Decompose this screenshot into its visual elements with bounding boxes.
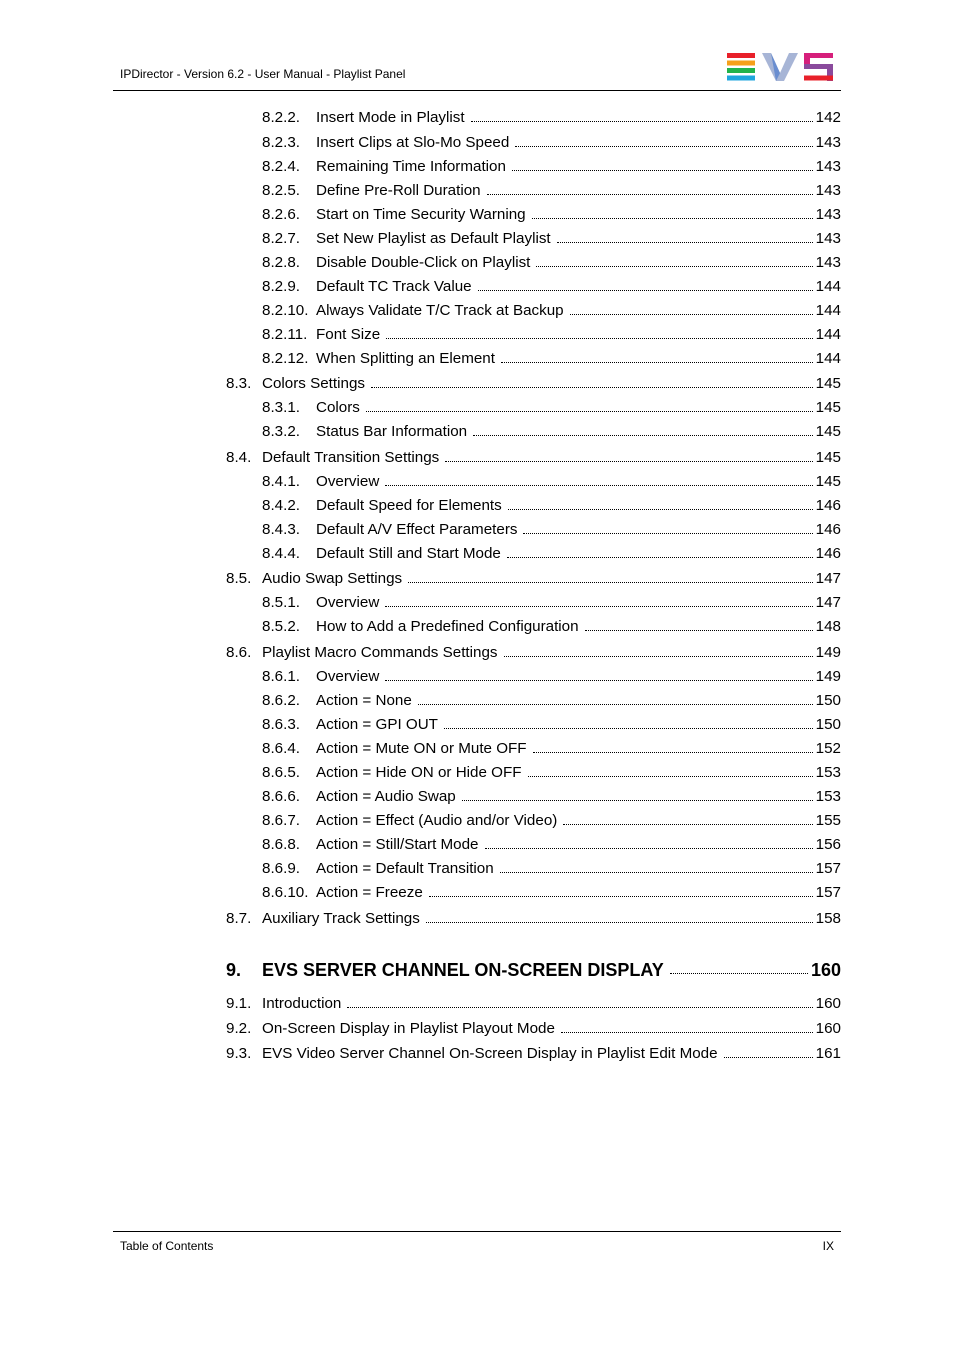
footer-section-label: Table of Contents (120, 1239, 214, 1253)
toc-entry-number: 8.4. (226, 449, 252, 466)
toc-entry-number: 8.5. (226, 570, 252, 587)
toc-entry-number: 8.5.1. (262, 594, 300, 611)
toc-entry[interactable] (262, 398, 841, 418)
toc-entry-title: Start on Time Security Warning (316, 206, 526, 223)
toc-entry-number: 8.2.8. (262, 254, 300, 271)
toc-entry-number: 8.4.4. (262, 545, 300, 562)
toc-entry-title: Overview (316, 668, 380, 685)
toc-entry-page: 155 (815, 812, 841, 829)
toc-entry[interactable] (262, 763, 841, 783)
toc-entry-title: Audio Swap Settings (262, 570, 403, 587)
toc-dot-leader (557, 229, 813, 243)
toc-dot-leader (385, 472, 812, 486)
toc-dot-leader (462, 787, 813, 801)
toc-dot-leader (385, 667, 812, 681)
toc-entry-number: 8.2.4. (262, 158, 300, 175)
toc-entry[interactable] (262, 181, 841, 201)
toc-entry-number: 8.6.8. (262, 836, 300, 853)
toc-entry[interactable] (226, 643, 841, 663)
toc-entry-title: Action = Default Transition (316, 860, 494, 877)
toc-entry-page: 157 (815, 884, 841, 901)
toc-entry-number: 8.6.10. (262, 884, 309, 901)
toc-entry-page: 143 (815, 230, 841, 247)
toc-dot-leader (561, 1019, 813, 1033)
toc-entry-number: 9.2. (226, 1020, 252, 1037)
toc-entry-number: 8.6.9. (262, 860, 300, 877)
toc-dot-leader (485, 835, 813, 849)
toc-dot-leader (429, 883, 813, 897)
toc-entry-title: Overview (316, 594, 380, 611)
toc-dot-leader (366, 398, 813, 412)
toc-dot-leader (478, 277, 813, 291)
toc-entry-title: Action = Effect (Audio and/or Video) (316, 812, 558, 829)
toc-entry[interactable] (262, 349, 841, 369)
toc-entry-title: Default Still and Start Mode (316, 545, 501, 562)
toc-dot-leader (445, 448, 812, 462)
toc-entry-number: 8.2.6. (262, 206, 300, 223)
toc-entry-page: 143 (815, 182, 841, 199)
toc-entry-page: 143 (815, 206, 841, 223)
toc-entry[interactable] (262, 253, 841, 273)
toc-entry[interactable] (262, 108, 841, 128)
toc-entry-page: 149 (815, 668, 841, 685)
toc-entry-page: 146 (815, 497, 841, 514)
toc-entry-page: 161 (815, 1045, 841, 1062)
toc-entry[interactable] (262, 667, 841, 687)
toc-entry-page: 147 (815, 594, 841, 611)
toc-dot-leader (507, 544, 813, 558)
toc-entry-page: 142 (815, 109, 841, 126)
toc-entry-number: 8.2.10. (262, 302, 309, 319)
toc-dot-leader (386, 325, 813, 339)
toc-entry-page: 144 (815, 278, 841, 295)
toc-entry-number: 8.6.7. (262, 812, 300, 829)
toc-entry-number: 8.2.7. (262, 230, 300, 247)
toc-entry[interactable] (262, 715, 841, 735)
toc-dot-leader (487, 181, 813, 195)
toc-entry-title: Set New Playlist as Default Playlist (316, 230, 551, 247)
toc-entry-title: Action = Hide ON or Hide OFF (316, 764, 522, 781)
toc-entry-title: Auxiliary Track Settings (262, 910, 420, 927)
toc-entry[interactable] (226, 1044, 841, 1064)
toc-entry-number: 8.2.9. (262, 278, 300, 295)
toc-entry[interactable] (262, 691, 841, 711)
toc-entry-title: Insert Mode in Playlist (316, 109, 465, 126)
toc-dot-leader (371, 374, 813, 388)
toc-dot-leader (724, 1044, 813, 1058)
toc-dot-leader (508, 496, 813, 510)
toc-entry-page: 150 (815, 716, 841, 733)
toc-entry[interactable] (262, 472, 841, 492)
toc-entry-page: 144 (815, 302, 841, 319)
toc-dot-leader (408, 569, 813, 583)
toc-entry-page: 143 (815, 158, 841, 175)
toc-entry-number: 8.6.4. (262, 740, 300, 757)
toc-entry[interactable] (262, 617, 841, 637)
toc-entry-page: 160 (815, 1020, 841, 1037)
toc-entry-title: Remaining Time Information (316, 158, 506, 175)
toc-entry-number: 8.7. (226, 910, 252, 927)
toc-entry-title: Action = Still/Start Mode (316, 836, 479, 853)
toc-entry[interactable] (262, 229, 841, 249)
toc-entry-page: 156 (815, 836, 841, 853)
toc-entry-number: 8.2.5. (262, 182, 300, 199)
toc-entry[interactable] (262, 496, 841, 516)
toc-dot-leader (563, 811, 812, 825)
toc-entry-number: 8.6.6. (262, 788, 300, 805)
toc-entry-title: Action = GPI OUT (316, 716, 438, 733)
toc-dot-leader (385, 593, 812, 607)
toc-entry[interactable] (262, 133, 841, 153)
toc-entry-title: Default Speed for Elements (316, 497, 502, 514)
toc-dot-leader (533, 739, 813, 753)
toc-dot-leader (536, 253, 812, 267)
toc-entry[interactable] (226, 374, 841, 394)
toc-dot-leader (473, 422, 813, 436)
toc-dot-leader (523, 520, 812, 534)
toc-entry-title: Font Size (316, 326, 381, 343)
toc-entry-title: Default TC Track Value (316, 278, 472, 295)
toc-dot-leader (504, 643, 813, 657)
toc-entry-page: 157 (815, 860, 841, 877)
toc-entry-page: 149 (815, 644, 841, 661)
toc-entry[interactable] (262, 859, 841, 879)
toc-entry-page: 145 (815, 399, 841, 416)
toc-entry[interactable] (226, 1019, 841, 1039)
toc-entry-page: 144 (815, 350, 841, 367)
toc-entry[interactable] (262, 544, 841, 564)
toc-entry[interactable] (262, 520, 841, 540)
toc-entry[interactable] (226, 958, 841, 982)
toc-dot-leader (426, 909, 813, 923)
toc-entry-title: Action = None (316, 692, 412, 709)
toc-dot-leader (528, 763, 813, 777)
toc-dot-leader (670, 958, 808, 974)
toc-entry[interactable] (262, 157, 841, 177)
toc-dot-leader (512, 157, 813, 171)
toc-entry-number: 8.3.2. (262, 423, 300, 440)
toc-dot-leader (501, 349, 813, 363)
toc-entry-title: Default A/V Effect Parameters (316, 521, 518, 538)
toc-entry-page: 145 (815, 423, 841, 440)
toc-entry-page: 160 (815, 995, 841, 1012)
toc-entry-title: Introduction (262, 995, 342, 1012)
toc-entry-title: Colors (316, 399, 360, 416)
toc-entry[interactable] (262, 787, 841, 807)
page-footer (113, 1231, 841, 1262)
toc-entry-page: 147 (815, 570, 841, 587)
toc-entry-number: 8.5.2. (262, 618, 300, 635)
toc-entry-title: Overview (316, 473, 380, 490)
toc-entry-number: 9.1. (226, 995, 252, 1012)
toc-entry-title: Insert Clips at Slo-Mo Speed (316, 134, 510, 151)
toc-entry-page: 146 (815, 545, 841, 562)
toc-entry-page: 158 (815, 910, 841, 927)
toc-entry-page: 146 (815, 521, 841, 538)
toc-dot-leader (500, 859, 813, 873)
toc-dot-leader (418, 691, 813, 705)
toc-entry-title: Playlist Macro Commands Settings (262, 644, 498, 661)
toc-entry-title: On-Screen Display in Playlist Playout Mode (262, 1020, 555, 1037)
toc-entry-number: 8.4.1. (262, 473, 300, 490)
toc-entry-page: 148 (815, 618, 841, 635)
toc-entry[interactable] (226, 994, 841, 1014)
toc-dot-leader (515, 133, 812, 147)
toc-entry-title: When Splitting an Element (316, 350, 495, 367)
toc-entry-title: Define Pre-Roll Duration (316, 182, 481, 199)
toc-entry[interactable] (262, 739, 841, 759)
toc-dot-leader (585, 617, 813, 631)
toc-entry[interactable] (262, 883, 841, 903)
toc-entry[interactable] (262, 325, 841, 345)
toc-entry[interactable] (226, 448, 841, 468)
toc-entry-page: 152 (815, 740, 841, 757)
toc-entry-title: EVS Video Server Channel On-Screen Display in Playlist Edit Mode (262, 1045, 718, 1062)
toc-entry-title: Action = Audio Swap (316, 788, 456, 805)
toc-entry[interactable] (226, 909, 841, 929)
toc-entry-number: 8.4.3. (262, 521, 300, 538)
toc-entry-page: 150 (815, 692, 841, 709)
toc-dot-leader (532, 205, 813, 219)
toc-entry-number: 8.2.11. (262, 326, 308, 343)
toc-entry[interactable] (226, 569, 841, 589)
toc-entry[interactable] (262, 422, 841, 442)
toc-entry-page: 160 (810, 960, 841, 980)
toc-entry-number: 8.4.2. (262, 497, 300, 514)
toc-entry-page: 143 (815, 254, 841, 271)
toc-entry-title: Default Transition Settings (262, 449, 440, 466)
toc-entry-number: 8.2.12. (262, 350, 309, 367)
toc-entry-page: 145 (815, 375, 841, 392)
toc-entry-page: 143 (815, 134, 841, 151)
toc-dot-leader (471, 108, 813, 122)
toc-entry-title: Colors Settings (262, 375, 365, 392)
toc-entry-number: 8.3.1. (262, 399, 300, 416)
toc-entry[interactable] (262, 835, 841, 855)
toc-entry-number: 8.6.1. (262, 668, 300, 685)
toc-dot-leader (444, 715, 813, 729)
toc-entry-number: 8.6. (226, 644, 252, 661)
header-title: IPDirector - Version 6.2 - User Manual - Playlist Panel (120, 67, 406, 81)
evs-logo (727, 53, 833, 81)
toc-entry-page: 153 (815, 788, 841, 805)
toc-entry-title: Action = Freeze (316, 884, 423, 901)
toc-entry-number: 9. (226, 960, 242, 980)
toc-entry-number: 8.2.3. (262, 134, 300, 151)
toc-dot-leader (347, 994, 812, 1008)
footer-page-number: IX (822, 1239, 834, 1253)
toc-entry-page: 145 (815, 473, 841, 490)
toc-entry-number: 8.6.5. (262, 764, 300, 781)
toc-entry[interactable] (262, 301, 841, 321)
toc-entry-page: 144 (815, 326, 841, 343)
toc-dot-leader (570, 301, 813, 315)
toc-entry-number: 8.6.3. (262, 716, 300, 733)
toc-entry-title: Always Validate T/C Track at Backup (316, 302, 564, 319)
toc-entry-title: Action = Mute ON or Mute OFF (316, 740, 527, 757)
toc-entry-page: 153 (815, 764, 841, 781)
toc-entry-title: How to Add a Predefined Configuration (316, 618, 579, 635)
toc-entry-page: 145 (815, 449, 841, 466)
toc-entry[interactable] (262, 593, 841, 613)
toc-entry-number: 9.3. (226, 1045, 252, 1062)
page-header (113, 52, 841, 91)
toc-entry[interactable] (262, 205, 841, 225)
toc-entry[interactable] (262, 811, 841, 831)
toc-entry-title: Status Bar Information (316, 423, 468, 440)
toc-entry-number: 8.3. (226, 375, 252, 392)
toc-entry-number: 8.6.2. (262, 692, 300, 709)
toc-entry-title: EVS SERVER CHANNEL ON-SCREEN DISPLAY (262, 960, 664, 980)
toc-entry[interactable] (262, 277, 841, 297)
toc-entry-number: 8.2.2. (262, 109, 300, 126)
toc-entry-title: Disable Double-Click on Playlist (316, 254, 531, 271)
